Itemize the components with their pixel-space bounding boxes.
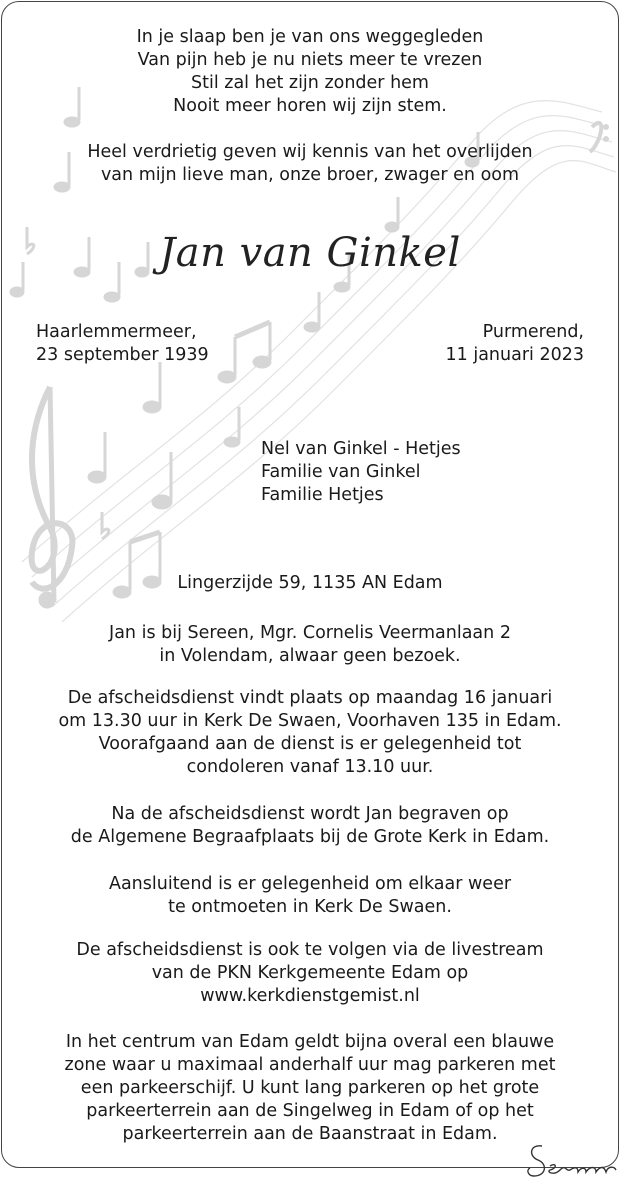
paragraph-service: [2, 687, 618, 779]
paragraph-gathering: [2, 873, 618, 919]
birth-place: Haarlemmermeer,: [36, 322, 197, 342]
paragraph-line: te ontmoeten in Kerk De Swaen.: [168, 897, 452, 917]
paragraph-line: Aansluitend is er gelegenheid om elkaar weer: [108, 874, 512, 894]
announcement-intro: [2, 141, 618, 187]
paragraph-line: Voorafgaand aan de dienst is er gelegenheid tot: [98, 734, 522, 754]
paragraph-burial: [2, 803, 618, 849]
intro-line: Heel verdrietig geven wij kennis van het overlijden: [87, 142, 533, 162]
paragraph-line: In het centrum van Edam geldt bijna overal een blauwe: [65, 1032, 555, 1052]
paragraph-line: De afscheidsdienst is ook te volgen via de livestream: [76, 940, 544, 960]
paragraph-line: Jan is bij Sereen, Mgr. Cornelis Veermanlaan 2: [109, 623, 511, 643]
deceased-name: Jan van Ginkel: [159, 230, 461, 276]
death-info: [446, 321, 584, 367]
family-list: [261, 438, 461, 507]
poem-line: In je slaap ben je van ons weggegleden: [136, 27, 484, 47]
poem-line: Van pijn heb je nu niets meer te vrezen: [137, 50, 483, 70]
family-member: Familie van Ginkel: [261, 462, 421, 482]
paragraph-line: een parkeerschijf. U kunt lang parkeren op het grote: [80, 1078, 540, 1098]
poem: [2, 26, 618, 118]
paragraph-livestream: [2, 939, 618, 1008]
paragraph-line: in Volendam, alwaar geen bezoek.: [159, 646, 461, 666]
birth-date: 23 september 1939: [36, 345, 209, 365]
poem-line: Nooit meer horen wij zijn stem.: [173, 96, 447, 116]
paragraph-line: Na de afscheidsdienst wordt Jan begraven op: [111, 804, 509, 824]
correspondence-address: Lingerzijde 59, 1135 AN Edam: [177, 573, 443, 593]
poem-line: Stil zal het zijn zonder hem: [191, 73, 429, 93]
paragraph-line: de Algemene Begraafplaats bij de Grote Kerk in Edam.: [70, 827, 550, 847]
death-place: Purmerend,: [482, 322, 584, 342]
death-date: 11 januari 2023: [445, 345, 584, 365]
paragraph-line: om 13.30 uur in Kerk De Swaen, Voorhaven 135 in Edam.: [58, 711, 562, 731]
paragraph-line: zone waar u maximaal anderhalf uur mag parkeren met: [64, 1055, 556, 1075]
intro-line: van mijn lieve man, onze broer, zwager en oom: [100, 165, 520, 185]
paragraph-line: van de PKN Kerkgemeente Edam op: [151, 963, 469, 983]
livestream-url: www.kerkdienstgemist.nl: [200, 986, 420, 1006]
paragraph-line: parkeerterrein aan de Baanstraat in Edam.: [122, 1124, 498, 1144]
family-member: Nel van Ginkel - Hetjes: [261, 439, 461, 459]
sereen-signature-logo: [520, 1136, 620, 1184]
funeral-notice-card: [1, 1, 619, 1168]
paragraph-line: De afscheidsdienst vindt plaats op maandag 16 januari: [67, 688, 553, 708]
paragraph-parking: [2, 1031, 618, 1146]
paragraph-line: parkeerterrein aan de Singelweg in Edam of op het: [86, 1101, 534, 1121]
family-member: Familie Hetjes: [261, 485, 384, 505]
paragraph-viewing: [2, 622, 618, 668]
paragraph-line: condoleren vanaf 13.10 uur.: [186, 757, 434, 777]
birth-info: [36, 321, 209, 367]
